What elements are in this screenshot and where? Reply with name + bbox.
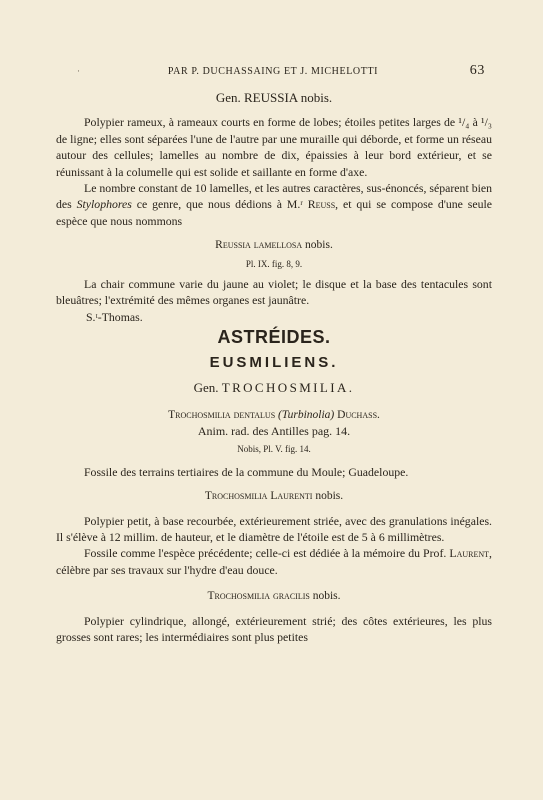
family-heading: ASTRÉIDES. xyxy=(217,327,331,348)
plate-reference: Pl. IX. fig. 8, 9. xyxy=(245,258,303,269)
trochosmilia-gracilis-description: Polypier cylindrique, allongé, extérieurement strié; des côtes extérieures, les plus grosses sont rares; les intermédiaires sont plus petites xyxy=(56,613,492,644)
page-body xyxy=(56,88,492,645)
reussia-description: Polypier rameux, à rameaux courts en forme de lobes; étoiles petites larges de ¹/₄ à ¹/₃ de ligne; elles sont séparées l'une de l'autre par une muraille qui déborde, et forme un réseau autour des cellules; lamelles au nombre de dix, épaissies à leur bord extérieur, et se réunissant à la columelle qui est solide et saillante en forme d'axe. xyxy=(56,115,492,179)
running-title: PAR P. DUCHASSAING ET J. MICHELOTTI xyxy=(167,66,379,77)
species-heading-reussia-lamellosa: Reussia lamellosa nobis. xyxy=(215,239,333,252)
subfamily-heading: EUSMILIENS. xyxy=(209,353,339,371)
trochosmilia-laurenti-description: Polypier petit, à base recourbée, extérieurement striée, avec des granulations inégales. Il s'élève à 12 millim. de hauteur, et le diamètre de l'étoile est de 5 à 6 millimètres. xyxy=(56,513,492,544)
genus-heading-reussia: Gen. REUSSIA nobis. xyxy=(215,90,333,105)
plate-reference: Nobis, Pl. V. fig. 14. xyxy=(237,444,311,455)
reussia-remarks: Le nombre constant de 10 lamelles, et les autres caractères, sus-énoncés, séparent bien des Stylophores ce genre, que nous dédions à M.ʳ Reuss, et qui se compose d'une seule espèce que nous nommons xyxy=(56,181,492,228)
literature-reference: Anim. rad. des Antilles pag. 14. xyxy=(197,423,351,438)
trochosmilia-laurenti-remarks: Fossile comme l'espèce précédente; celle-ci est dédiée à la mémoire du Prof. Laurent, célèbre par ses travaux sur l'hydre d'eau douce. xyxy=(56,546,492,577)
species-heading-trochosmilia-gracilis: Trochosmilia gracilis nobis. xyxy=(207,590,341,603)
locality: S.ᵗ-Thomas. xyxy=(86,309,143,324)
species-heading-trochosmilia-dentalus: Trochosmilia dentalus (Turbinolia) Duchass. xyxy=(168,408,380,421)
page-header xyxy=(55,63,491,81)
margin-mark: · xyxy=(77,66,81,76)
reussia-lamellosa-description: La chair commune varie du jaune au violet; le disque et la base des tentacules sont bleuâtres; l'extrémité des mêmes organes est jaunâtre. xyxy=(56,277,492,308)
species-heading-trochosmilia-laurenti: Trochosmilia Laurenti nobis. xyxy=(204,490,344,503)
page-number: 63 xyxy=(469,63,485,78)
genus-heading-trochosmilia: Gen. TROCHOSMILIA. xyxy=(193,380,355,396)
trochosmilia-dentalus-occurrence: Fossile des terrains tertiaires de la commune du Moule; Guadeloupe. xyxy=(84,464,409,479)
